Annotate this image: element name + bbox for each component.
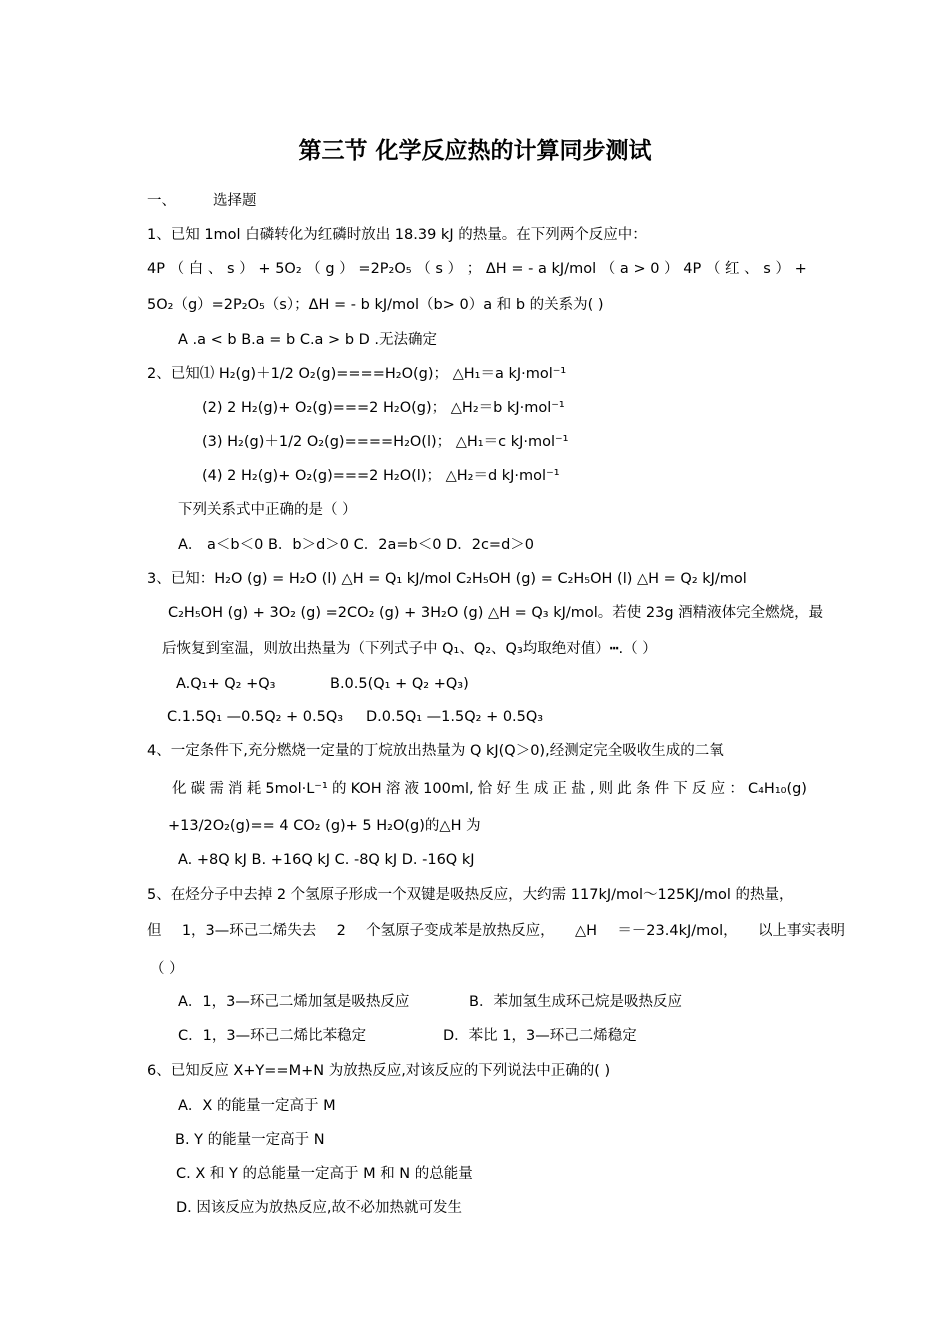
justified-token: 4P — [147, 261, 165, 277]
justified-token: 2 — [336, 923, 346, 939]
q4-stem: 4、一定条件下,充分燃烧一定量的丁烷放出热量为 Q kJ(Q＞0),经测定完全吸收生成的二氧 — [147, 743, 724, 759]
justified-token: 条 — [635, 781, 651, 797]
justified-token: 则 — [598, 781, 614, 797]
q4-equation: +13/2O₂(g)== 4 CO₂ (g)+ 5 H₂O(g)的△H 为 — [168, 818, 481, 834]
q2-prompt: 下列关系式中正确的是（ ） — [178, 502, 357, 518]
justified-token: （ — [306, 261, 321, 277]
justified-token: 盐 — [571, 781, 586, 797]
q1-options: A .a < b B.a = b C.a > b D .无法确定 — [178, 332, 438, 348]
justified-token: =2P₂O₅ — [358, 261, 412, 277]
justified-token: 但 — [147, 923, 162, 939]
justified-token: 耗 — [246, 781, 262, 797]
q6-option-a: A．X 的能量一定高于 M — [178, 1098, 336, 1114]
justified-token: C₄H₁₀(g) — [747, 781, 807, 797]
q3-option-d: D.0.5Q₁ —1.5Q₂ + 0.5Q₃ — [366, 709, 544, 725]
justified-token: g — [325, 261, 335, 277]
q3-option-a: A.Q₁+ Q₂ +Q₃ — [176, 676, 276, 692]
justified-token: 好 — [496, 781, 511, 797]
q2-eq2: (2) 2 H₂(g)+ O₂(g)===2 H₂O(g)； △H₂＝b kJ·mol⁻¹ — [202, 400, 565, 416]
justified-token: 应 — [710, 781, 726, 797]
justified-token: 5mol·L⁻¹ — [265, 781, 328, 797]
q1-equations-line — [147, 259, 807, 279]
justified-token: 碳 — [190, 781, 206, 797]
justified-token: 白 — [188, 261, 204, 277]
q3-stem-cont: C₂H₅OH (g) + 3O₂ (g) =2CO₂ (g) + 3H₂O (g) △H = Q₃ kJ/mol。若使 23g 酒精液体完全燃烧，最 — [168, 605, 824, 621]
justified-token: ΔH — [485, 261, 507, 277]
justified-token: 个氢原子变成苯是放热反应， — [366, 923, 555, 939]
justified-token: s — [227, 261, 235, 277]
justified-token: 、 — [744, 261, 759, 277]
q4-options: A. +8Q kJ B. +16Q kJ C. -8Q kJ D. -16Q kJ — [178, 852, 475, 868]
justified-token: + — [258, 261, 271, 277]
q2-eq3: (3) H₂(g)＋1/2 O₂(g)====H₂O(l)； △H₁＝c kJ·mol⁻¹ — [202, 434, 569, 450]
justified-token: 0 — [650, 261, 660, 277]
q3-stem: 3、已知：H₂O (g) = H₂O (l) △H = Q₁ kJ/mol C₂H₅OH (g) = C₂H₅OH (l) △H = Q₂ kJ/mol — [147, 571, 747, 587]
q5-stem: 5、在烃分子中去掉 2 个氢原子形成一个双键是吸热反应，大约需 117kJ/mol～125KJ/mol 的热量， — [147, 887, 794, 903]
justified-token: 红 — [725, 261, 740, 277]
justified-token: 溶 — [385, 781, 401, 797]
q3-option-b: B.0.5(Q₁ + Q₂ +Q₃) — [330, 676, 469, 692]
justified-token: 、 — [207, 261, 223, 277]
q5-option-a: A．1，3—环己二烯加氢是吸热反应 — [178, 994, 410, 1010]
justified-token: 化 — [172, 781, 187, 797]
justified-token: 此 — [617, 781, 632, 797]
justified-token: kJ/mol — [551, 261, 597, 277]
justified-token: 正 — [552, 781, 567, 797]
justified-token: > — [633, 261, 646, 277]
q1-equations-cont: 5O₂（g）=2P₂O₅（s）；ΔH = - b kJ/mol（b> 0）a 和 b 的关系为( ) — [147, 297, 604, 313]
q5-option-c: C．1，3—环己二烯比苯稳定 — [178, 1028, 367, 1044]
justified-token: 4P — [683, 261, 702, 277]
q5-bracket: （ ） — [150, 961, 184, 977]
justified-token: + — [794, 261, 807, 277]
justified-token: = — [511, 261, 524, 277]
justified-token: 的 — [331, 781, 347, 797]
justified-token: （ — [600, 261, 616, 277]
justified-token: 件 — [654, 781, 670, 797]
justified-token: （ — [169, 261, 185, 277]
q1-stem: 1、已知 1mol 白磷转化为红磷时放出 18.39 kJ 的热量。在下列两个反应中： — [147, 227, 647, 243]
justified-token: 消 — [228, 781, 243, 797]
justified-token: △H — [574, 923, 597, 939]
q3-option-c: C.1.5Q₁ —0.5Q₂ + 0.5Q₃ — [167, 709, 344, 725]
justified-token: ） — [447, 261, 463, 277]
justified-token: 100ml, — [423, 781, 474, 797]
justified-token: s — [763, 261, 771, 277]
justified-token: 生 — [515, 781, 530, 797]
justified-token: 以上事实表明 — [758, 923, 845, 939]
justified-token: ＝－23.4kJ/mol， — [617, 923, 738, 939]
justified-token: s — [435, 261, 443, 277]
q6-option-d: D. 因该反应为放热反应,故不必加热就可发生 — [176, 1200, 462, 1216]
q5-option-d: D．苯比 1，3—环己二烯稳定 — [443, 1028, 637, 1044]
justified-token: ） — [339, 261, 354, 277]
justified-token: （ — [705, 261, 721, 277]
q6-option-b: B. Y 的能量一定高于 N — [175, 1132, 325, 1148]
q2-eq1: 2、已知⑴ H₂(g)＋1/2 O₂(g)====H₂O(g)； △H₁＝a kJ·mol⁻¹ — [147, 366, 567, 382]
justified-token: （ — [416, 261, 431, 277]
q2-eq4: (4) 2 H₂(g)+ O₂(g)===2 H₂O(l)； △H₂＝d kJ·mol⁻¹ — [202, 468, 560, 484]
q3-stem-end: 后恢复到室温，则放出热量为（下列式子中 Q₁、Q₂、Q₃均取绝对值）┅.（ ） — [162, 641, 657, 657]
q5-option-b: B．苯加氢生成环己烷是吸热反应 — [469, 994, 682, 1010]
justified-token: 需 — [209, 781, 224, 797]
justified-token: ） — [239, 261, 254, 277]
justified-token: ） — [775, 261, 790, 277]
justified-token: - — [528, 261, 534, 277]
justified-token: ： — [729, 781, 744, 797]
q2-options: A． a＜b＜0 B．b＞d＞0 C．2a=b＜0 D．2c=d＞0 — [178, 537, 535, 553]
justified-token: ； — [466, 261, 482, 277]
justified-token: 液 — [404, 781, 419, 797]
section-number: 一、 — [147, 193, 176, 209]
justified-token: 1，3—环己二烯失去 — [181, 923, 317, 939]
justified-token: a — [619, 261, 629, 277]
page-title: 第三节 化学反应热的计算同步测试 — [298, 138, 652, 164]
section-heading: 选择题 — [213, 193, 257, 209]
q6-option-c: C. X 和 Y 的总能量一定高于 M 和 N 的总能量 — [176, 1166, 473, 1182]
q5-stem-cont — [147, 921, 845, 941]
justified-token: 反 — [691, 781, 707, 797]
justified-token: , — [589, 781, 595, 797]
justified-token: ） — [664, 261, 679, 277]
justified-token: KOH — [350, 781, 382, 797]
justified-token: 下 — [673, 781, 688, 797]
q4-stem-cont — [172, 779, 807, 799]
justified-token: 恰 — [477, 781, 493, 797]
justified-token: a — [538, 261, 547, 277]
justified-token: 成 — [533, 781, 549, 797]
q6-stem: 6、已知反应 X+Y==M+N 为放热反应,对该反应的下列说法中正确的( ) — [147, 1063, 611, 1079]
justified-token: 5O₂ — [275, 261, 302, 277]
